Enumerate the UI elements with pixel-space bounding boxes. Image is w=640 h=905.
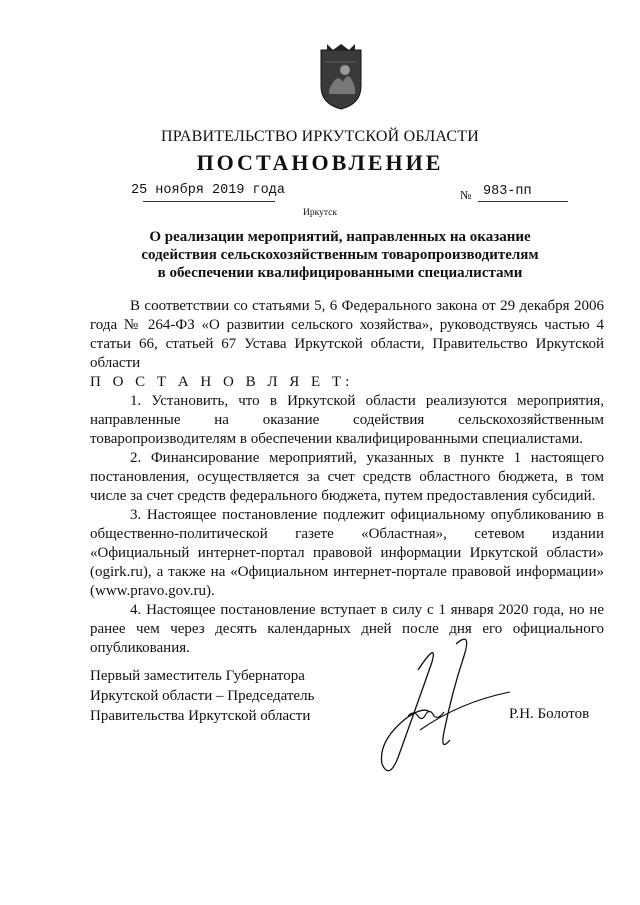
document-date: 25 ноября 2019 года: [131, 183, 285, 198]
decree-word: П О С Т А Н О В Л Я Е Т:: [90, 374, 354, 390]
handwritten-signature: [360, 632, 520, 792]
number-underline: [478, 201, 568, 202]
title-line: в обеспечении квалифицированными специалистами: [157, 265, 523, 281]
date-underline: [143, 201, 275, 202]
clause-paragraph: 3. Настоящее постановление подлежит официальному опубликованию в общественно-политической газете «Областная», сетевом издании «Официальный интернет-портал правовой информации Иркутской области» (ogirk.ru), а также на «Официальном интернет-портале правовой информации» (www.pravo.gov.ru).: [90, 507, 604, 599]
city-name: Иркутск: [303, 208, 337, 218]
preamble-paragraph: В соответствии со статьями 5, 6 Федерального закона от 29 декабря 2006 года № 264-ФЗ «О развитии сельского хозяйства», руководствуясь частью 4 статьи 66, статьей 67 Устава Иркутской области, Правительство Иркутской области: [90, 298, 604, 371]
document-number: 983-пп: [483, 184, 532, 199]
clause-paragraph: 1. Установить, что в Иркутской области реализуются мероприятия, направленные на оказание содействия сельскохозяйственным товаропроизводителям в обеспечении квалифицированными специалистами.: [90, 393, 604, 447]
signer-line: Иркутской области – Председатель: [90, 688, 315, 704]
signer-position: [90, 666, 360, 726]
coat-of-arms-icon: [319, 42, 363, 110]
document-body: [90, 297, 604, 658]
document-title: [130, 228, 550, 282]
clause-paragraph: 4. Настоящее постановление вступает в силу с 1 января 2020 года, но не ранее чем через десять календарных дней после дня его официального опубликования.: [90, 602, 604, 656]
signer-line: Первый заместитель Губернатора: [90, 668, 305, 684]
title-line: содействия сельскохозяйственным товаропроизводителям: [141, 247, 539, 263]
signer-line: Правительства Иркутской области: [90, 708, 311, 724]
title-line: О реализации мероприятий, направленных на оказание: [149, 229, 531, 245]
government-name: ПРАВИТЕЛЬСТВО ИРКУТСКОЙ ОБЛАСТИ: [161, 128, 479, 145]
document-type: ПОСТАНОВЛЕНИЕ: [196, 150, 444, 175]
number-sign: №: [460, 188, 472, 202]
signer-name: Р.Н. Болотов: [509, 706, 590, 722]
clause-paragraph: 2. Финансирование мероприятий, указанных в пункте 1 настоящего постановления, осуществляется за счет средств областного бюджета, в том числе за счет средств федерального бюджета, путем предоставления субсидий.: [90, 450, 604, 504]
